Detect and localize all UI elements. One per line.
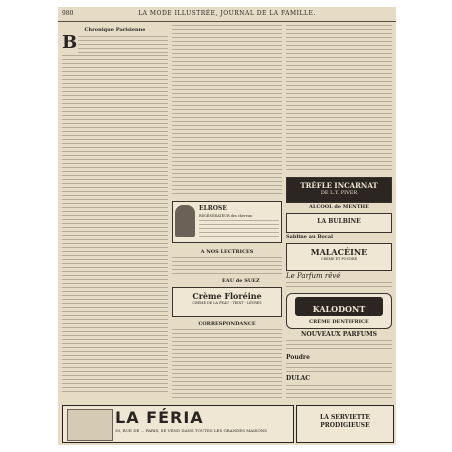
text-block	[62, 55, 168, 395]
lectrices-section	[172, 247, 282, 284]
kalodont-title: KALODONT	[312, 304, 366, 314]
dropcap: B	[62, 32, 78, 53]
lectrices-heading: A NOS LECTRICES	[200, 249, 254, 255]
trefle-incarnat-ad	[286, 177, 392, 203]
article-column	[62, 25, 168, 401]
sabline-ad: Sabline au Bocal	[286, 234, 334, 240]
bulbine-ad	[286, 213, 392, 233]
feria-title: LA FÉRIA	[115, 408, 204, 427]
serviette-ad	[296, 405, 394, 443]
correspondance-section	[172, 319, 282, 329]
malaceine-title: MALACÉINE	[310, 247, 368, 257]
alcool-menthe-ad: ALCOOL de MENTHE	[309, 204, 369, 210]
dulac-ad: DULAC	[286, 375, 311, 382]
text-block	[286, 385, 392, 399]
text-block	[286, 25, 392, 173]
nouveaux-parfums: NOUVEAUX PARFUMS	[301, 331, 377, 338]
kalodont-ad	[286, 293, 392, 329]
malaceine-ad	[286, 243, 392, 271]
text-block	[286, 340, 392, 352]
elrose-ad	[172, 201, 282, 243]
text-block	[286, 363, 392, 373]
elrose-subtitle: RÉGÉNÉRATEUR des cheveux	[199, 214, 252, 218]
creme-floreine-ad	[172, 287, 282, 317]
serviette-title: LA SERVIETTE PRODIGIEUSE	[320, 414, 370, 429]
parfum-reve-ad: Le Parfum rêvé	[286, 272, 341, 280]
page-number: 980	[62, 10, 74, 17]
page-header	[58, 7, 396, 22]
correspondance-heading: CORRESPONDANCE	[198, 321, 256, 327]
eau-de-suez: EAU de SUEZ	[222, 278, 260, 284]
trefle-brand: DE L.T. PIVER	[320, 190, 358, 196]
poudre-ad: Poudre	[286, 354, 310, 361]
la-feria-ad	[62, 405, 294, 443]
middle-column	[172, 25, 282, 401]
text-block	[172, 329, 282, 399]
kalodont-banner	[295, 297, 383, 316]
portrait-image	[175, 205, 195, 237]
text-block	[286, 282, 392, 290]
bulbine-title: LA BULBINE	[317, 218, 361, 225]
right-column	[286, 25, 392, 401]
article-heading: Chronique Parisienne	[84, 27, 146, 33]
feria-illustration	[67, 409, 113, 441]
magazine-page	[58, 7, 396, 445]
text-block	[172, 25, 282, 197]
feria-subtitle: 30, RUE DE ... PARIS, SE VEND DANS TOUTES LES GRANDES MAISONS	[115, 428, 268, 433]
journal-title: LA MODE ILLUSTRÉE, JOURNAL DE LA FAMILLE.	[138, 10, 316, 17]
elrose-title: ELROSE	[199, 205, 227, 212]
trefle-title: TRÈFLE INCARNAT	[300, 181, 378, 190]
text-block	[199, 220, 279, 238]
malaceine-subtitle: CRÈME ET POUDRE	[320, 257, 358, 261]
text-block	[78, 36, 168, 54]
creme-title: Crème Floréine	[192, 291, 262, 301]
kalodont-subtitle: CRÈME DENTIFRICE	[309, 319, 369, 325]
text-block	[172, 257, 282, 277]
creme-subtitle: CRÈME DE LA PEAU - TEINT - LÈVRES	[192, 301, 262, 305]
